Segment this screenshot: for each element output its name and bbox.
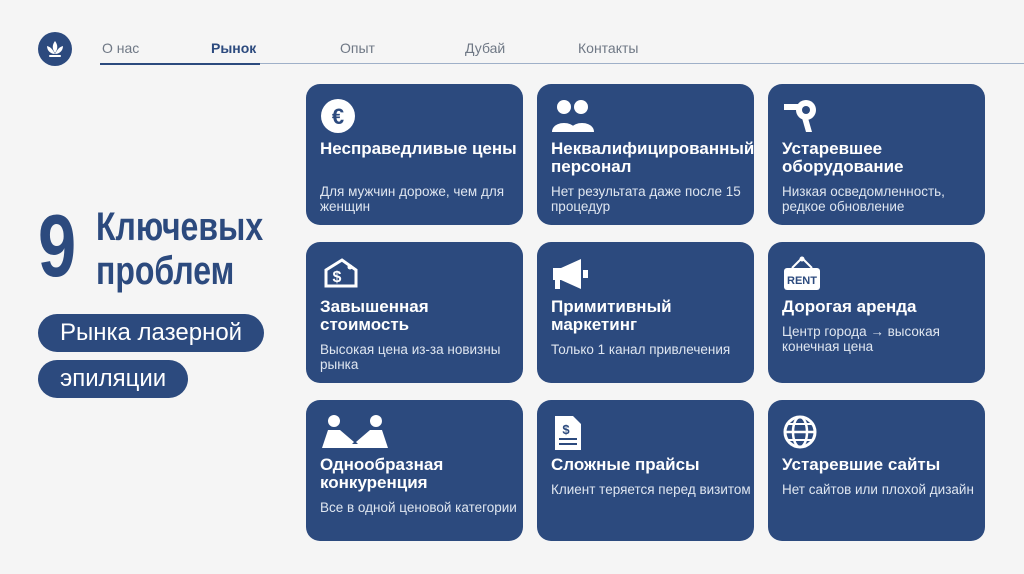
hero-number: 9 xyxy=(38,196,75,295)
card-description: Нет результата даже после 15 процедур xyxy=(551,184,741,214)
problem-card-outdated-equipment xyxy=(768,84,985,225)
card-title: Несправедливые цены xyxy=(320,139,517,158)
card-description: Нет сайтов или плохой дизайн xyxy=(782,482,974,497)
card-description: Только 1 канал привлечения xyxy=(551,342,731,357)
svg-text:€: € xyxy=(331,104,345,129)
competitors-icon xyxy=(320,414,356,450)
price-document-icon xyxy=(551,414,587,450)
card-title: Устаревшие сайты xyxy=(782,455,941,474)
card-description: Высокая цена из-за новизны рынка xyxy=(320,342,501,372)
nav-active-underline xyxy=(100,63,260,65)
hair-dryer-icon xyxy=(782,98,818,134)
card-description: Для мужчин дороже, чем для женщин xyxy=(320,184,505,214)
card-title: Устаревшее оборудование xyxy=(782,139,904,176)
hero-title xyxy=(96,205,263,293)
problem-card-complex-pricelists xyxy=(537,400,754,541)
people-icon xyxy=(551,98,587,134)
card-description: Все в одной ценовой категории xyxy=(320,500,517,515)
nav-divider xyxy=(260,63,1024,64)
problem-card-uniform-competition xyxy=(306,400,523,541)
card-title: Примитивный маркетинг xyxy=(551,297,672,334)
megaphone-icon xyxy=(551,256,587,292)
card-description: Клиент теряется перед визитом xyxy=(551,482,751,497)
problem-card-unqualified-staff xyxy=(537,84,754,225)
top-navigation xyxy=(0,0,1024,70)
card-title: Дорогая аренда xyxy=(782,297,917,316)
hero-title-line1: Ключевых xyxy=(96,205,264,249)
problem-card-unfair-prices xyxy=(306,84,523,225)
card-title: Неквалифицированный персонал xyxy=(551,139,755,176)
hero-pill-2: эпиляции xyxy=(38,360,188,398)
nav-about[interactable]: О нас xyxy=(102,40,140,56)
rent-sign-icon xyxy=(782,256,818,292)
globe-icon xyxy=(782,414,818,450)
problem-card-expensive-rent xyxy=(768,242,985,383)
euro-icon xyxy=(320,98,356,134)
nav-contacts[interactable]: Контакты xyxy=(578,40,639,56)
card-description: Низкая осведомленность, редкое обновление xyxy=(782,184,945,214)
hero-pill-1: Рынка лазерной xyxy=(38,314,264,352)
problem-card-high-cost xyxy=(306,242,523,383)
card-title: Завышенная стоимость xyxy=(320,297,429,334)
problem-card-outdated-websites xyxy=(768,400,985,541)
hero-title-line2: проблем xyxy=(96,249,235,293)
card-description: Центр города → высокая конечная цена xyxy=(782,324,940,354)
svg-text:$: $ xyxy=(562,422,570,437)
problem-card-primitive-marketing xyxy=(537,242,754,383)
nav-experience[interactable]: Опыт xyxy=(340,40,375,56)
nav-dubai[interactable]: Дубай xyxy=(465,40,506,56)
rent-sign-text: RENT xyxy=(787,275,817,287)
nav-market[interactable]: Рынок xyxy=(211,40,257,56)
price-tag-icon xyxy=(320,256,356,292)
card-title: Сложные прайсы xyxy=(551,455,700,474)
card-title: Однообразная конкуренция xyxy=(320,455,444,492)
svg-text:$: $ xyxy=(332,269,342,286)
